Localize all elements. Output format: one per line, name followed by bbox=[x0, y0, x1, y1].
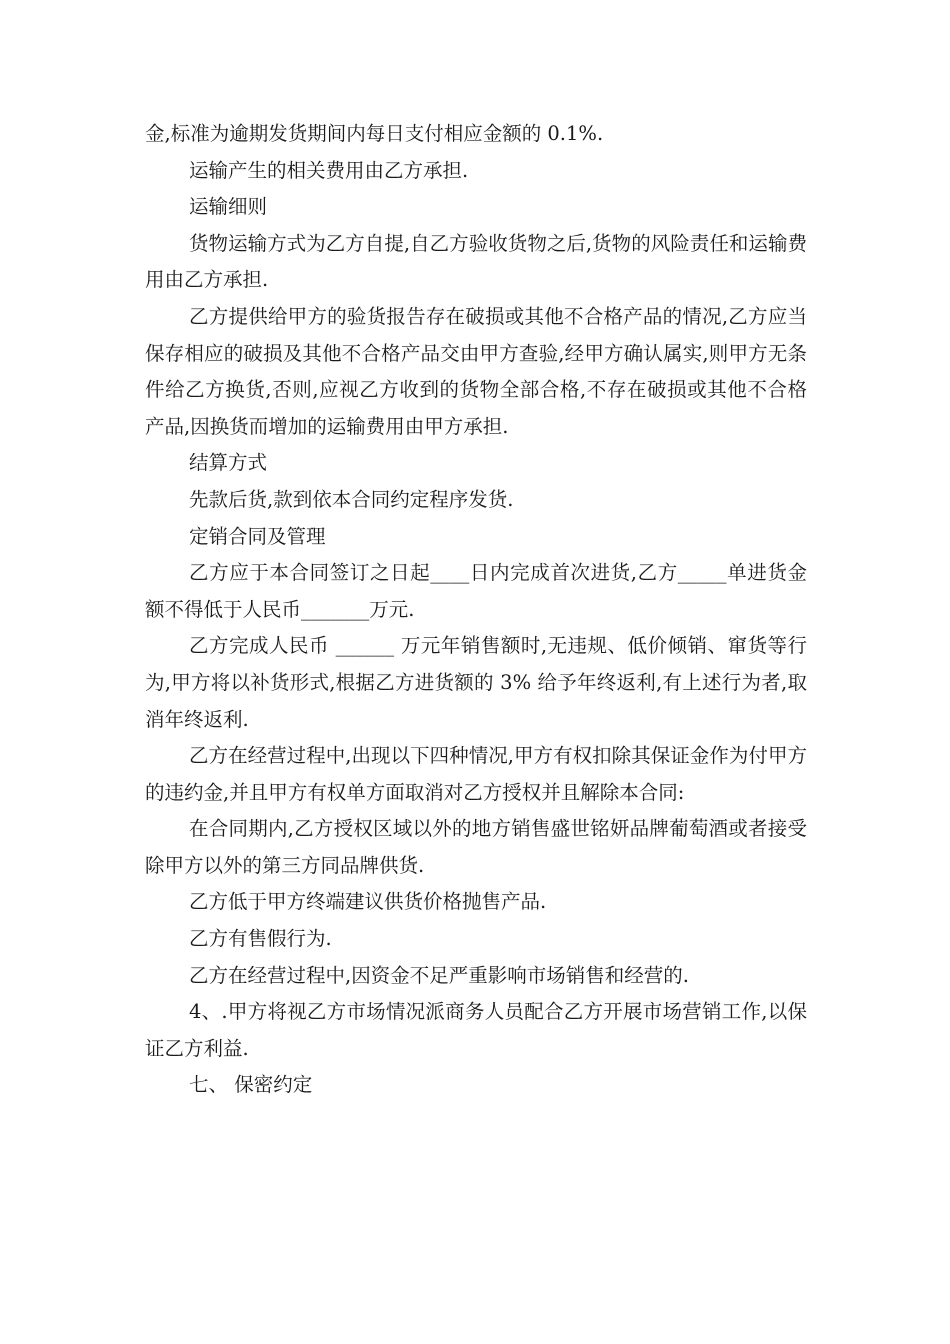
section-heading: 七、 保密约定 bbox=[189, 1073, 313, 1097]
paragraph: 先款后货,款到依本合同约定程序发货. bbox=[189, 487, 514, 511]
document-body bbox=[145, 116, 807, 1104]
paragraph: 运输产生的相关费用由乙方承担. bbox=[189, 158, 469, 182]
paragraph: 4、.甲方将视乙方市场情况派商务人员配合乙方开展市场营销工作,以保证乙方利益. bbox=[145, 1000, 807, 1060]
section-heading: 结算方式 bbox=[189, 451, 268, 475]
section-heading: 运输细则 bbox=[189, 195, 268, 219]
list-item: 乙方低于甲方终端建议供货价格抛售产品. bbox=[189, 890, 547, 914]
paragraph: 货物运输方式为乙方自提,自乙方验收货物之后,货物的风险责任和运输费用由乙方承担. bbox=[145, 231, 807, 292]
section-heading: 定销合同及管理 bbox=[189, 524, 326, 548]
paragraph: 乙方提供给甲方的验货报告存在破损或其他不合格产品的情况,乙方应当保存相应的破损及其他不合格产品交由甲方查验,经甲方确认属实,则甲方无条件给乙方换货,否则,应视乙方收到的货物全部合格,不存在破损或其他不合格产品,因换货而增加的运输费用由甲方承担. bbox=[145, 304, 807, 438]
paragraph: 乙方在经营过程中,出现以下四种情况,甲方有权扣除其保证金作为付甲方的违约金,并且甲方有权单方面取消对乙方授权并且解除本合同: bbox=[145, 744, 807, 804]
paragraph: 金,标准为逾期发货期间内每日支付相应金额的 0.1%. bbox=[145, 122, 604, 145]
list-item: 乙方有售假行为. bbox=[189, 927, 332, 951]
list-item: 在合同期内,乙方授权区域以外的地方销售盛世铭妍品牌葡萄酒或者接受除甲方以外的第三方同品牌供货. bbox=[145, 817, 807, 877]
paragraph: 乙方应于本合同签订之日起____日内完成首次进货,乙方_____单进货金额不得低于人民币_______万元. bbox=[145, 561, 807, 621]
list-item: 乙方在经营过程中,因资金不足严重影响市场销售和经营的. bbox=[189, 963, 689, 987]
paragraph: 乙方完成人民币 ______ 万元年销售额时,无违规、低价倾销、窜货等行为,甲方将以补货形式,根据乙方进货额的 3% 给予年终返利,有上述行为者,取消年终返利. bbox=[145, 634, 807, 731]
